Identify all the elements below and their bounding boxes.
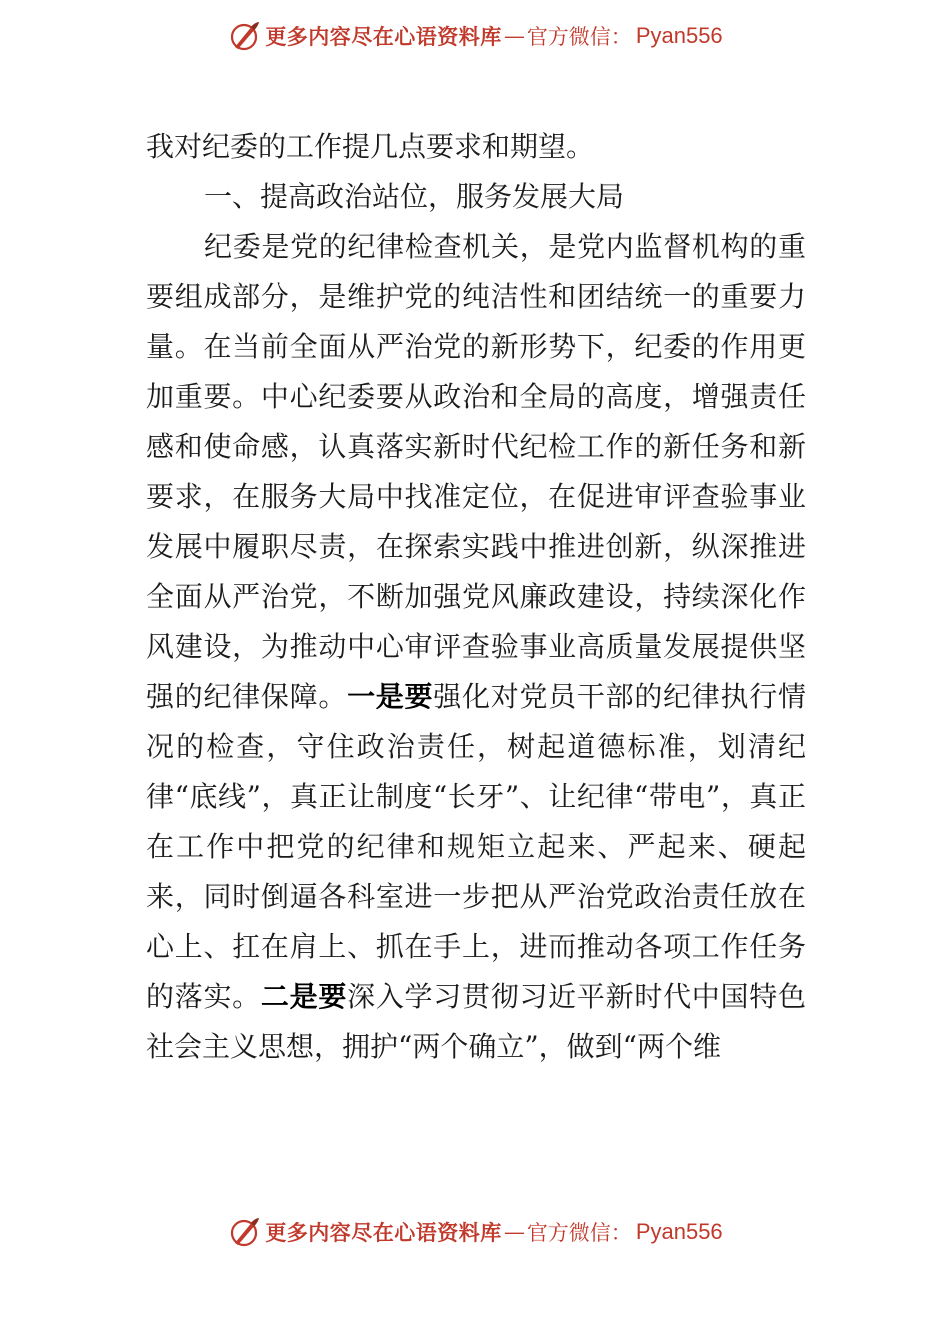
wechat-id: Pyan556 bbox=[635, 1219, 723, 1244]
site-name: 更多内容尽在心语资料库 bbox=[265, 1220, 502, 1245]
banner-dash: — bbox=[503, 1220, 525, 1244]
footer-banner bbox=[0, 1212, 950, 1252]
site-name: 更多内容尽在心语资料库 bbox=[265, 24, 502, 49]
header-banner bbox=[0, 16, 950, 56]
document-body bbox=[146, 122, 806, 1072]
wechat-label: 官方微信： bbox=[526, 1221, 632, 1245]
wechat-id: Pyan556 bbox=[635, 23, 723, 48]
body-paragraph bbox=[146, 222, 806, 1072]
wechat-label: 官方微信： bbox=[526, 25, 632, 49]
paragraph-text-cont2: 深入学习贯彻习近平新时代中国特色社会主义思想，拥护“两个确立”，做到“两个维 bbox=[146, 980, 806, 1063]
bold-lead-1: 一是要 bbox=[347, 680, 434, 713]
quill-pen-logo-icon bbox=[227, 1215, 261, 1249]
bold-lead-2: 二是要 bbox=[260, 980, 348, 1013]
continuation-line: 我对纪委的工作提几点要求和期望。 bbox=[146, 130, 595, 163]
quill-pen-logo-icon bbox=[227, 19, 261, 53]
banner-dash: — bbox=[503, 24, 525, 48]
paragraph-text: 纪委是党的纪律检查机关，是党内监督机构的重要组成部分，是维护党的纯洁性和团结统一的重要力量。在当前全面从严治党的新形势下，纪委的作用更加重要。中心纪委要从政治和全局的高度，增强责任感和使命感，认真落实新时代纪检工作的新任务和新要求，在服务大局中找准定位，在促进审评查验事业发展中履职尽责，在探索实践中推进创新，纵深推进全面从严治党，不断加强党风廉政建设，持续深化作风建设，为推动中心审评查验事业高质量发展提供坚强的纪律保障。 bbox=[146, 230, 806, 713]
section-heading: 一、提高政治站位，服务发展大局 bbox=[204, 180, 625, 213]
paragraph-text-cont: 强化对党员干部的纪律执行情况的检查，守住政治责任，树起道德标准，划清纪律“底线”，真正让制度“长牙”、让纪律“带电”，真正在工作中把党的纪律和规矩立起来、严起来、硬起来，同时倒逼各科室进一步把从严治党政治责任放在心上、扛在肩上、抓在手上，进而推动各项工作任务的落实。 bbox=[146, 680, 806, 1013]
